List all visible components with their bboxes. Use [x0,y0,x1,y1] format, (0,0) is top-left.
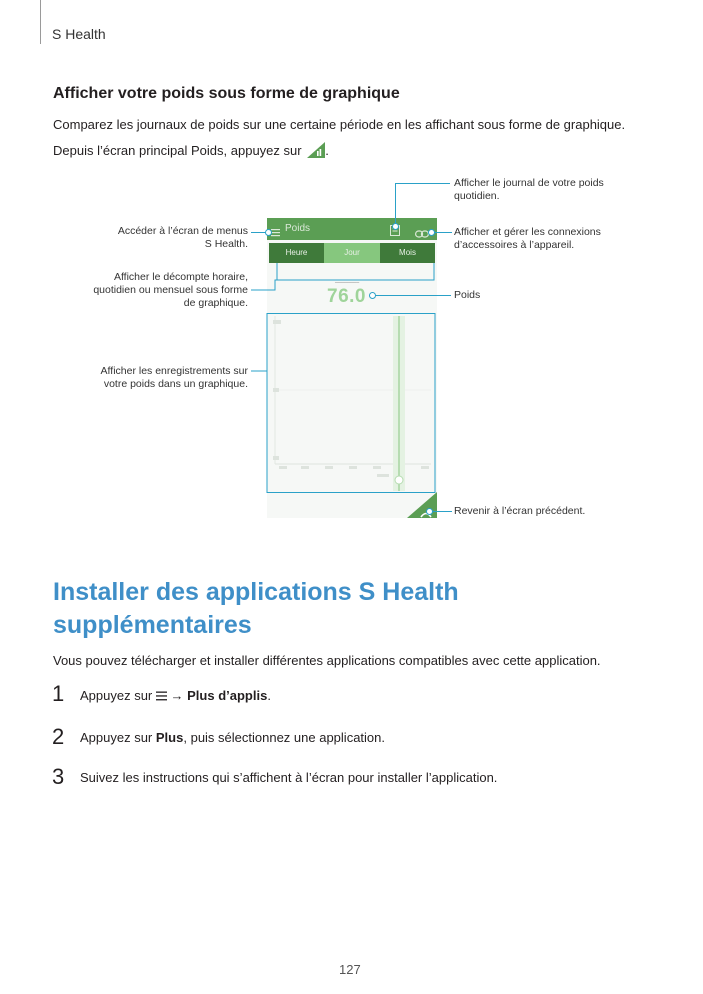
step-2-suffix: , puis sélectionnez une application. [183,730,385,745]
callout-daily-log [454,177,604,203]
callout-daily-log-line1: Afficher le journal de votre poids [454,177,604,189]
step-3-number: 3 [52,764,65,789]
weight-caption: ━━━━━━━━ [335,280,360,286]
leader-menus-dot [265,229,272,236]
leader-back-dot [426,508,433,515]
callout-daily-log-line2: quotidien. [454,190,500,202]
step-1-bold: Plus d’applis [187,688,268,703]
callout-records-line1: Afficher les enregistrements sur [100,365,248,377]
callout-count-line1: Afficher le décompte horaire, [113,271,248,283]
step-2-number: 2 [52,724,65,749]
intro-line-2-suffix: . [325,143,329,158]
page-number: 127 [339,962,361,977]
install-title-line2: supplémentaires [53,611,252,639]
leader-count-bracket [251,263,435,291]
leader-accessories-dot [428,229,435,236]
callout-menus-line1: Accéder à l’écran de menus [117,225,248,237]
step-1-text [80,688,271,704]
callout-count-line3: de graphique. [183,297,248,309]
header-rule [40,0,41,44]
callout-records-line2: votre poids dans un graphique. [103,378,248,390]
link-icon [415,225,429,243]
callout-count [40,271,248,310]
period-tabs [269,243,435,263]
callout-records [40,365,248,391]
menu-icon [271,224,280,242]
step-1-arrow: → [170,688,184,703]
step-2-text [80,730,385,745]
running-header: S Health [52,26,106,42]
leader-daily-log-dot [392,223,399,230]
step-3-text: Suivez les instructions qui s’affichent à l’écran pour installer l’application. [80,770,498,785]
step-1-prefix: Appuyez sur [80,688,153,703]
intro-line-2-prefix: Depuis l’écran principal Poids, appuyez sur [53,143,302,158]
leader-weight [371,295,451,296]
weight-value: 76.0 [327,286,366,307]
callout-accessories [454,226,601,252]
step-2-bold: Plus [155,730,184,745]
app-title: Poids [285,223,311,234]
step-2-prefix: Appuyez sur [80,730,153,745]
callout-accessories-line2: d’accessoires à l’appareil. [454,239,575,251]
callout-accessories-line1: Afficher et gérer les connexions [454,226,601,238]
tab-heure[interactable]: Heure [269,243,324,263]
step-1-suffix: . [267,688,271,703]
intro-line-1: Comparez les journaux de poids sur une certaine période en les affichant sous forme de graphique. [53,117,626,132]
callout-weight: Poids [454,289,481,301]
leader-daily-log-v [395,183,396,225]
graph-icon [307,142,325,158]
callout-count-line2: quotidien ou mensuel sous forme [93,284,248,296]
install-title [53,576,459,642]
step-1-number: 1 [52,681,65,706]
intro-line-2 [53,142,329,158]
tab-mois[interactable]: Mois [380,243,435,263]
leader-records-bracket [251,313,436,493]
install-title-line1: Installer des applications S Health [53,578,459,606]
callout-menus-line2: S Health. [204,238,248,250]
callout-menus [60,225,248,251]
leader-daily-log-h [395,183,450,184]
menu-icon [156,689,167,704]
leader-weight-dot [369,292,376,299]
section-title: Afficher votre poids sous forme de graphique [53,85,400,102]
tab-jour[interactable]: Jour [324,243,380,263]
callout-back: Revenir à l’écran précédent. [454,505,586,517]
install-intro: Vous pouvez télécharger et installer différentes applications compatibles avec cette application. [53,653,601,668]
